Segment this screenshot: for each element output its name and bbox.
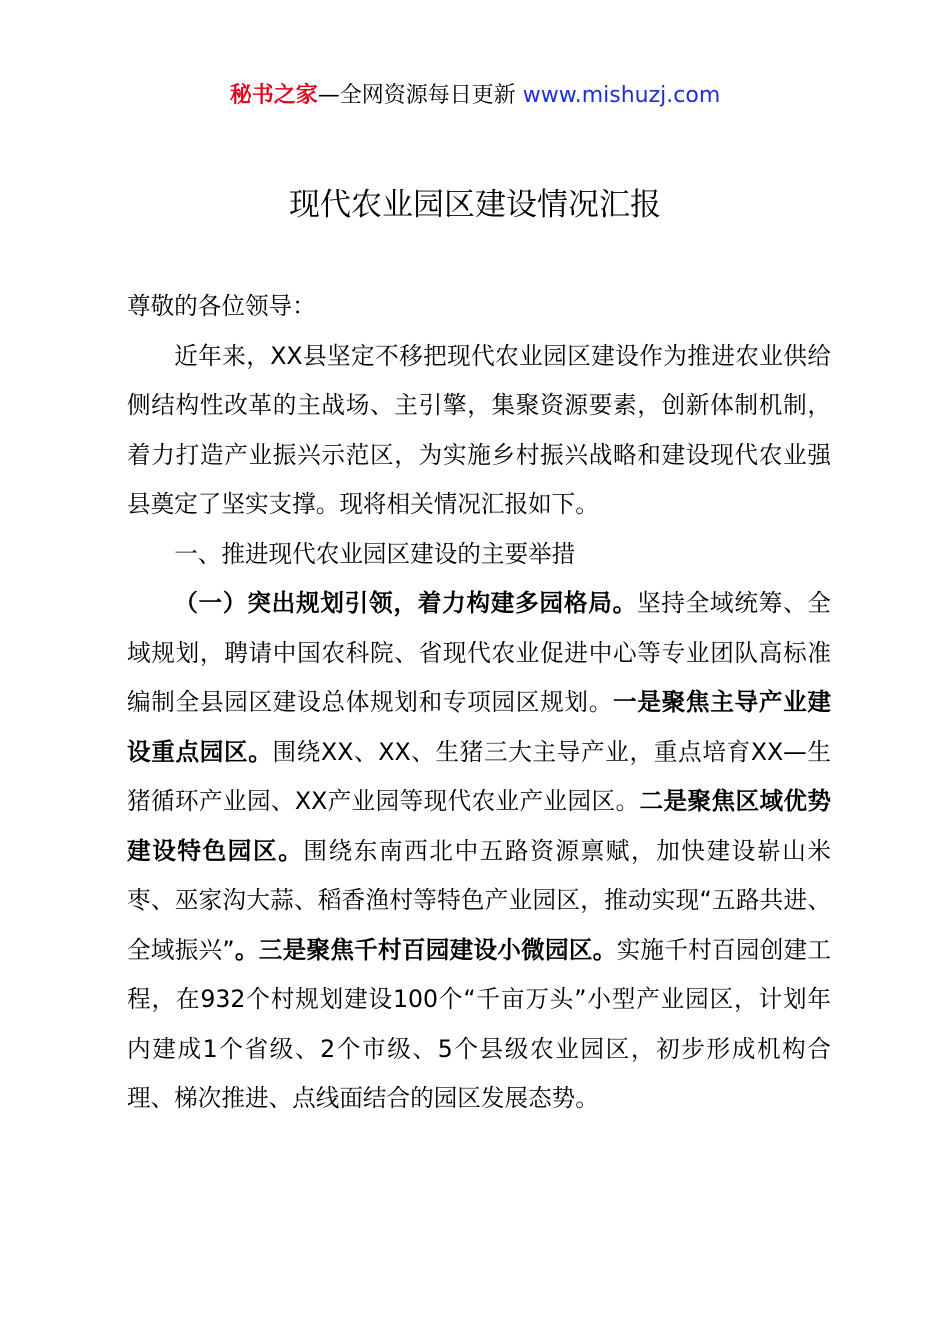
intro-paragraph: 近年来，XX县坚定不移把现代农业园区建设作为推进农业供给侧结构性改革的主战场、主引擎，集聚资源要素，创新体制机制，着力打造产业振兴示范区，为实施乡村振兴战略和建设现代农业强县奠定了坚实支撑。现将相关情况汇报如下。 [127,341,831,518]
item-2-text: 围绕东南西北中五路资源禀赋，加快建设崭山米枣、巫家沟大蒜、稻香渔村等特色产业园区，推动实现“五路共进、全域振兴” [127,836,832,964]
document-body [127,282,831,1124]
subsection-1-1-lead: （一）突出规划引领，着力构建多园格局。 [174,589,637,617]
section-heading-1: 一、推进现代农业园区建设的主要举措 [174,539,576,568]
section-1-1-paragraph [127,579,831,1124]
item-2-heading: 二是聚焦区域优势建设特色园区。 [127,787,832,865]
item-3-text: 实施千村百园创建工程，在932个村规划建设100个“千亩万头”小型产业园区，计划年内建成1个省级、2个市级、5个县级农业园区，初步形成机构合理、梯次推进、点线面结合的园区发展态势。 [127,935,832,1112]
item-1-text: 围绕XX、XX、生猪三大主导产业，重点培育XX—生猪循环产业园、XX产业园等现代农业产业园区。 [127,737,831,815]
item-3-heading: 。三是聚焦千村百园建设小微园区。 [234,935,617,964]
site-header [0,82,950,110]
site-tagline: —全网资源每日更新 [317,83,523,108]
salutation: 尊敬的各位领导： [127,292,316,320]
subsection-1-1-text: 坚持全域统筹、全域规划，聘请中国农科院、省现代农业促进中心等专业团队高标准编制全县园区建设总体规划和专项园区规划。 [127,589,832,716]
document-title: 现代农业园区建设情况汇报 [289,187,661,223]
site-url-link[interactable]: www.mishuzj.com [522,83,721,108]
site-brand: 秘书之家 [229,83,318,108]
item-1-heading: 一是聚焦主导产业建设重点园区。 [127,688,832,766]
